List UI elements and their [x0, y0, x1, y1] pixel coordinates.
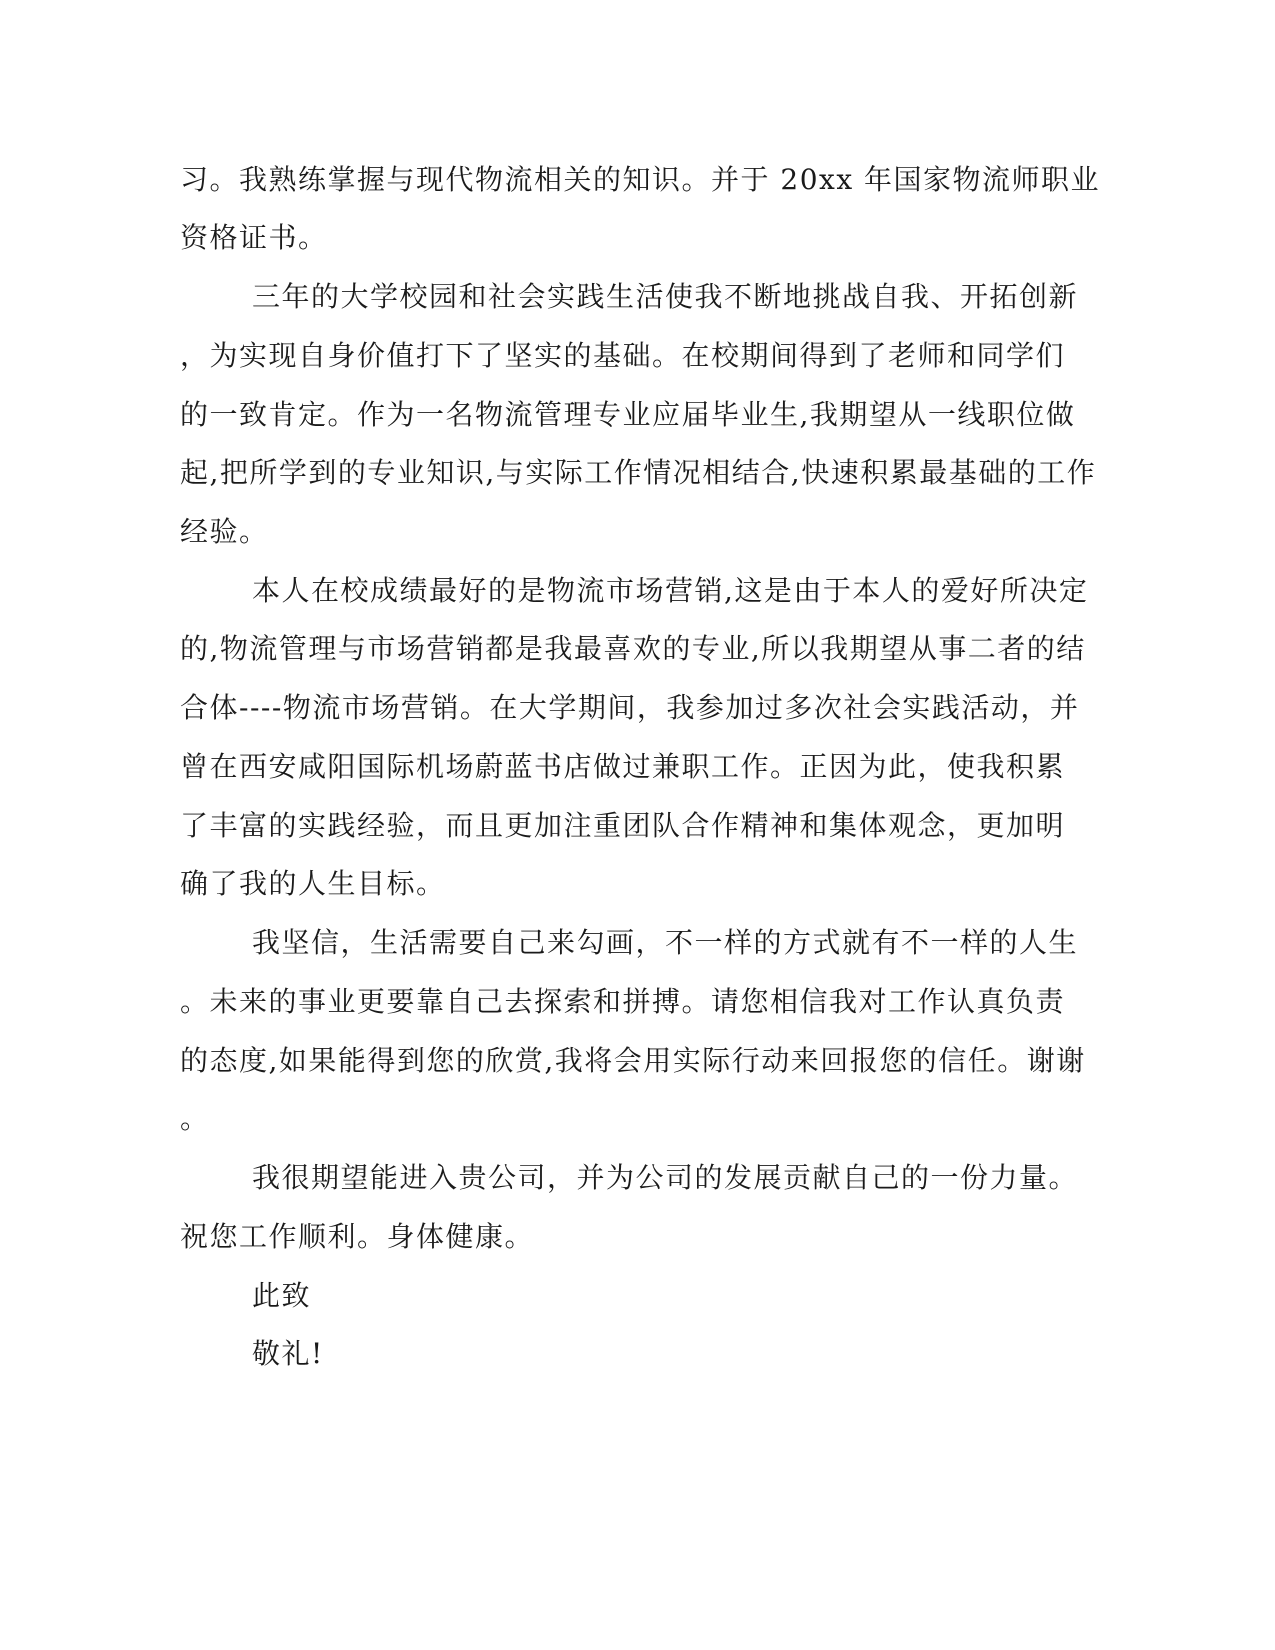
text-line: 祝您工作顺利。身体健康。: [180, 1220, 535, 1253]
text-line: 经验。: [180, 515, 269, 548]
text-line: 的态度,如果能得到您的欣赏,我将会用实际行动来回报您的信任。谢谢: [180, 1044, 1086, 1077]
paragraph-start-line: 本人在校成绩最好的是物流市场营销,这是由于本人的爱好所决定: [252, 574, 1089, 607]
text-line: 的一致肯定。作为一名物流管理专业应届毕业生,我期望从一线职位做: [180, 398, 1076, 431]
paragraph-start-line: 我很期望能进入贵公司，并为公司的发展贡献自己的一份力量。: [252, 1161, 1079, 1194]
paragraph-start-line: 三年的大学校园和社会实践生活使我不断地挑战自我、开拓创新: [252, 280, 1079, 313]
text-line: 了丰富的实践经验，而且更加注重团队合作精神和集体观念，更加明: [180, 809, 1066, 842]
closing-regards: 敬礼!: [252, 1337, 324, 1370]
text-line: 曾在西安咸阳国际机场蔚蓝书店做过兼职工作。正因为此，使我积累: [180, 750, 1066, 783]
text-line: 起,把所学到的专业知识,与实际工作情况相结合,快速积累最基础的工作: [180, 456, 1097, 489]
text-line: 确了我的人生目标。: [180, 867, 446, 900]
text-line: 合体----物流市场营销。在大学期间，我参加过多次社会实践活动，并: [180, 691, 1080, 724]
text-line: ，为实现自身价值打下了坚实的基础。在校期间得到了老师和同学们: [180, 339, 1066, 372]
closing-salutation: 此致: [252, 1279, 312, 1312]
text-line: 。: [180, 1102, 210, 1135]
paragraph-start-line: 我坚信，生活需要自己来勾画，不一样的方式就有不一样的人生: [252, 926, 1079, 959]
text-line: 习。我熟练掌握与现代物流相关的知识。并于 20xx 年国家物流师职业: [180, 163, 1101, 196]
text-line: 资格证书。: [180, 221, 328, 254]
text-line: 的,物流管理与市场营销都是我最喜欢的专业,所以我期望从事二者的结: [180, 632, 1086, 665]
text-line: 。未来的事业更要靠自己去探索和拼搏。请您相信我对工作认真负责: [180, 985, 1066, 1018]
